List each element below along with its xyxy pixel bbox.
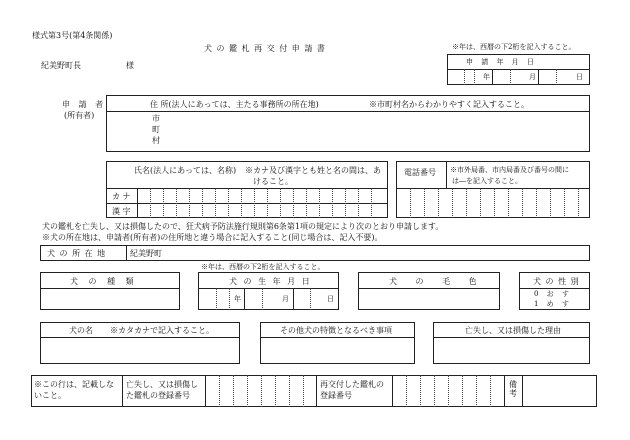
dog-birth-month-unit: 月 — [282, 295, 289, 303]
dog-sex-label: 犬 の 性 別 — [533, 277, 580, 286]
dog-location-value[interactable]: 紀美野町 — [130, 249, 162, 258]
phone-note-line-2: は―を記入すること。 — [452, 177, 522, 185]
name-kana-input[interactable] — [138, 189, 386, 202]
application-month-field[interactable] — [493, 70, 537, 84]
form-title: 犬 の 鑑 札 再 交 付 申 請 書 — [204, 44, 326, 53]
office-use-note-2: いこと。 — [34, 391, 66, 400]
name-note-line-2: けること。 — [253, 177, 293, 186]
name-label: 氏名(法人にあっては、名称) — [134, 166, 237, 175]
name-kanji-input[interactable] — [138, 204, 386, 217]
dog-location-label: 犬 の 所 在 地 — [47, 249, 107, 258]
statement-line-1: 犬の鑑札を亡失し、又は損傷したので、狂犬病予防法施行規則第6条第1項の規定により次のとおり申請します。 — [42, 222, 444, 231]
dog-birth-year-input[interactable] — [199, 289, 243, 309]
address-label: 住 所(法人にあっては、主たる事務所の所在地) — [150, 100, 319, 109]
lost-tag-number-label-2: た鑑札の登録番号 — [126, 391, 190, 400]
dog-color-input[interactable] — [359, 289, 499, 309]
addressee: 紀美野町長 — [41, 61, 81, 70]
form-number: 様式第3号(第4条関係) — [32, 31, 113, 40]
applicant-label-sub: (所有者) — [64, 111, 95, 120]
dog-sex-female-option[interactable]: 1 め す — [534, 300, 572, 308]
reissued-tag-number-label-2: 登録番号 — [320, 391, 352, 400]
dog-name-input[interactable] — [41, 338, 239, 363]
application-month-unit: 月 — [529, 73, 536, 81]
address-city-char-2: 町 — [152, 125, 160, 134]
application-day-unit: 日 — [576, 73, 583, 81]
dog-features-label: その他犬の特徴となるべき事項 — [280, 326, 392, 335]
reissued-tag-number-label-1: 再交付した鑑札の — [320, 380, 384, 389]
phone-note-line-1: ※市外局番、市内局番及び番号の間に — [450, 166, 569, 174]
address-note: ※市町村名からわかりやすく記入すること。 — [369, 100, 529, 109]
addressee-honorific: 様 — [126, 61, 134, 70]
dog-birth-day-unit: 日 — [327, 295, 334, 303]
statement-line-2: ※犬の所在地は、申請者(所有者)の住所地と違う場合に記入すること(同じ場合は、記入不要)。 — [42, 233, 383, 242]
lost-tag-number-label-1: 亡失し、又は損傷し — [126, 380, 198, 389]
phone-input[interactable] — [397, 189, 589, 217]
office-use-note-1: ※この行は、記載しな — [34, 380, 114, 389]
dog-location-box — [40, 245, 590, 261]
dog-sex-male-option[interactable]: 0 お す — [534, 290, 572, 298]
dog-name-note: ※カタカナで記入すること。 — [110, 326, 214, 335]
dog-year-note: ※年は、西暦の下2桁を記入すること。 — [201, 263, 325, 271]
dog-birth-year-unit: 年 — [234, 295, 241, 303]
dog-breed-label: 犬 の 種 類 — [70, 277, 138, 286]
application-year-unit: 年 — [483, 73, 490, 81]
loss-reason-label: 亡失し、又は損傷した理由 — [465, 326, 561, 335]
dog-name-label: 犬の名 — [69, 326, 93, 335]
dog-birth-label: 犬 の 生 年 月 日 — [229, 277, 312, 286]
dog-color-label: 犬 の 毛 色 — [389, 277, 485, 286]
dog-breed-input[interactable] — [41, 289, 179, 309]
applicant-label: 申 請 者 — [62, 100, 107, 109]
loss-reason-input[interactable] — [434, 338, 589, 363]
dog-features-input[interactable] — [261, 338, 414, 363]
name-note-line-1: ※カナ及び漢字とも姓と名の間は、あ — [245, 166, 381, 175]
address-city-char-1: 市 — [152, 114, 160, 123]
kana-label: カ ナ — [112, 192, 131, 201]
remarks-label: 備考 — [509, 380, 517, 398]
address-city-char-3: 村 — [152, 136, 160, 145]
phone-label: 電話番号 — [404, 168, 436, 177]
application-date-label: 申 請 年 月 日 — [466, 58, 537, 66]
address-input[interactable] — [168, 112, 588, 150]
year-note: ※年は、西暦の下2桁を記入すること。 — [452, 43, 576, 51]
kanji-label: 漢 字 — [112, 207, 131, 216]
